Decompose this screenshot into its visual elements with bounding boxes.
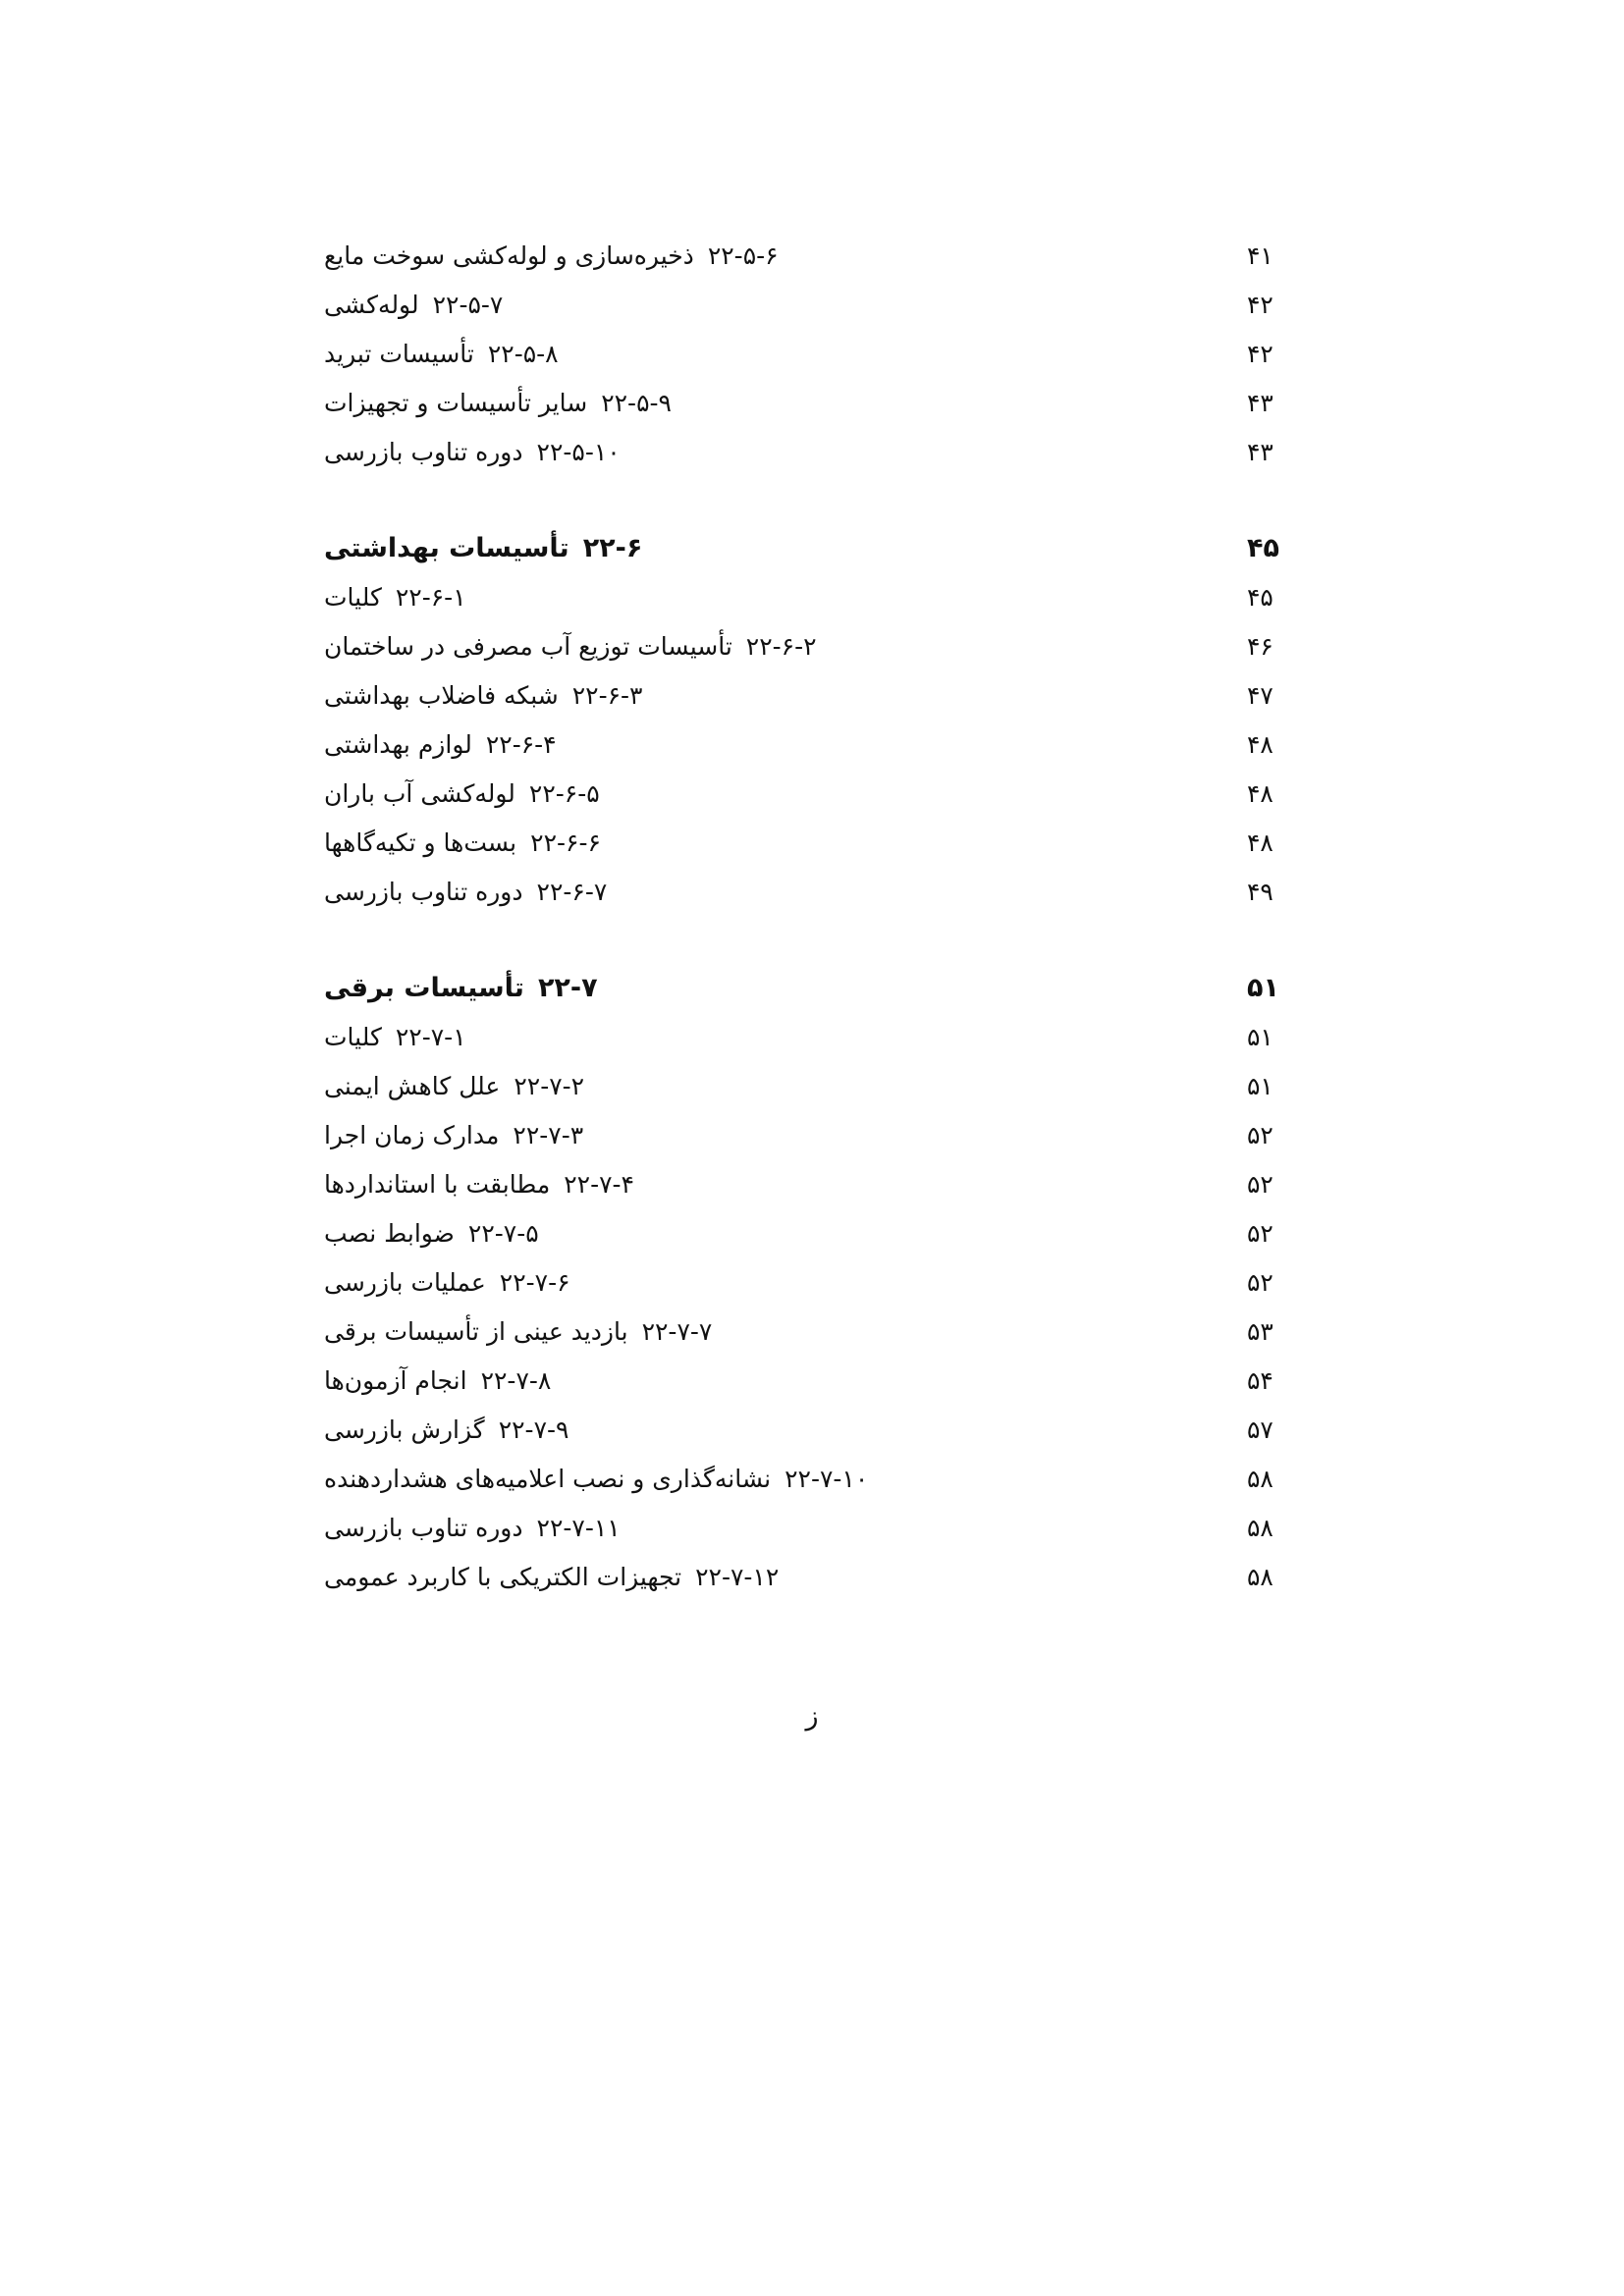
toc-entry-number: ۲۲-۵-۹ (601, 388, 672, 417)
toc-entry-title (324, 438, 621, 466)
toc-entry-text: لوله‌کشی آب باران (324, 778, 515, 808)
toc-heading-title (324, 533, 642, 563)
toc-entry (324, 378, 1306, 427)
toc-chapter-heading (324, 523, 1306, 572)
toc-entry-page: ۴۳ (1247, 437, 1273, 466)
toc-entry (324, 769, 1306, 818)
toc-entry-page: ۵۲ (1247, 1218, 1273, 1248)
toc-entry-number: ۲۲-۶-۶ (530, 828, 601, 857)
toc-entry-title (324, 1170, 634, 1199)
toc-heading-number: ۲۲-۶ (582, 532, 643, 563)
toc-entry-title (324, 1219, 539, 1248)
toc-entry-number: ۲۲-۷-۷ (641, 1316, 713, 1346)
toc-entry (324, 1110, 1306, 1159)
toc-group-5 (324, 231, 1306, 476)
toc-entry (324, 427, 1306, 476)
toc-entry-text: تأسیسات تبرید (324, 339, 474, 368)
toc-entry-text: علل کاهش ایمنی (324, 1071, 501, 1100)
toc-entry (324, 1405, 1306, 1454)
toc-entry-title (324, 1415, 568, 1444)
toc-entry-page: ۴۷ (1247, 680, 1273, 710)
toc-entry (324, 1356, 1306, 1405)
toc-entry-number: ۲۲-۵-۱۰ (536, 437, 621, 466)
toc-entry-number: ۲۲-۷-۱۱ (536, 1513, 621, 1542)
toc-entry-title (324, 632, 817, 661)
toc-entry-page: ۴۶ (1247, 631, 1273, 661)
toc-entry-number: ۲۲-۶-۱ (395, 582, 466, 612)
toc-entry-number: ۲۲-۷-۴ (564, 1169, 634, 1199)
toc-entry-title (324, 1072, 584, 1100)
toc-entry (324, 572, 1306, 621)
toc-entry-title (324, 1514, 621, 1542)
toc-entry-text: بست‌ها و تکیه‌گاهها (324, 828, 517, 857)
toc-entry-number: ۲۲-۷-۶ (499, 1267, 570, 1297)
toc-entry-page: ۴۸ (1247, 828, 1273, 857)
toc-entry (324, 1307, 1306, 1356)
toc-entry (324, 1208, 1306, 1257)
toc-entry-title (324, 1366, 551, 1395)
toc-entry-number: ۲۲-۶-۲ (745, 631, 817, 661)
toc-entry-text: لوله‌کشی (324, 290, 419, 319)
toc-entry-page: ۴۲ (1247, 339, 1273, 368)
toc-entry-text: دوره تناوب بازرسی (324, 437, 523, 466)
toc-entry-text: شبکه فاضلاب بهداشتی (324, 680, 559, 710)
toc-entry-number: ۲۲-۶-۷ (536, 877, 608, 906)
toc-entry-number: ۲۲-۶-۳ (571, 680, 643, 710)
toc-entry-text: دوره تناوب بازرسی (324, 1513, 523, 1542)
toc-entry-page: ۵۲ (1247, 1267, 1273, 1297)
toc-entry-page: ۵۷ (1247, 1415, 1273, 1444)
toc-entry (324, 818, 1306, 867)
toc-entry-text: مدارک زمان اجرا (324, 1120, 500, 1149)
toc-heading-page: ۵۱ (1247, 972, 1279, 1003)
toc-entry-title (324, 1023, 466, 1051)
toc-entry (324, 280, 1306, 329)
toc-heading-number: ۲۲-۷ (537, 972, 598, 1003)
toc-entry-page: ۴۳ (1247, 388, 1273, 417)
toc-entry-title (324, 1465, 868, 1493)
toc-entry-number: ۲۲-۷-۱۰ (785, 1464, 869, 1493)
toc-entry-text: تأسیسات توزیع آب مصرفی در ساختمان (324, 631, 732, 661)
toc-entry-title (324, 1268, 570, 1297)
toc-heading-text: تأسیسات بهداشتی (324, 532, 569, 563)
toc-entry-page: ۵۲ (1247, 1169, 1273, 1199)
toc-entry-title (324, 730, 557, 759)
toc-entry-text: لوازم بهداشتی (324, 729, 472, 759)
toc-entry-number: ۲۲-۷-۱ (395, 1022, 466, 1051)
toc-entry-page: ۴۵ (1247, 582, 1273, 612)
toc-heading-text: تأسیسات برقی (324, 972, 524, 1003)
toc-entry-text: انجام آزمون‌ها (324, 1365, 467, 1395)
toc-entry-number: ۲۲-۷-۲ (514, 1071, 585, 1100)
toc-entry-text: عملیات بازرسی (324, 1267, 486, 1297)
toc-entry (324, 1552, 1306, 1601)
toc-entry-number: ۲۲-۶-۵ (528, 778, 600, 808)
toc-entry-text: ذخیره‌سازی و لوله‌کشی سوخت مایع (324, 240, 694, 270)
toc-entry-title (324, 291, 503, 319)
toc-entry-title (324, 1121, 583, 1149)
toc-entry-number: ۲۲-۵-۶ (707, 240, 779, 270)
toc-entry-page: ۴۸ (1247, 778, 1273, 808)
toc-entry-title (324, 583, 466, 612)
toc-entry-text: دوره تناوب بازرسی (324, 877, 523, 906)
toc-entry-title (324, 340, 559, 368)
toc-entry-text: نشانه‌گذاری و نصب اعلامیه‌های هشداردهنده (324, 1464, 772, 1493)
toc-entry-page: ۵۲ (1247, 1120, 1273, 1149)
toc-heading-page: ۴۵ (1247, 532, 1279, 563)
toc-entry-title (324, 241, 779, 270)
toc-entry-title (324, 1563, 779, 1591)
toc-heading-title (324, 973, 598, 1003)
toc-entry (324, 867, 1306, 916)
toc-entry-title (324, 779, 600, 808)
toc-entry-text: کلیات (324, 582, 382, 612)
toc-entry (324, 1503, 1306, 1552)
toc-entry-page: ۴۸ (1247, 729, 1273, 759)
toc-entry-text: مطابقت با استانداردها (324, 1169, 551, 1199)
toc-entry-title (324, 389, 672, 417)
toc-chapter-heading (324, 963, 1306, 1012)
toc-entry (324, 1012, 1306, 1061)
toc-entry (324, 329, 1306, 378)
toc-entry (324, 1454, 1306, 1503)
page-folio: ز (805, 1701, 819, 1732)
toc-entry-number: ۲۲-۷-۵ (467, 1218, 539, 1248)
toc-entry-number: ۲۲-۷-۹ (498, 1415, 569, 1444)
toc-entry-page: ۵۱ (1247, 1022, 1273, 1051)
toc-entry-text: ضوابط نصب (324, 1218, 455, 1248)
toc-entry-text: کلیات (324, 1022, 382, 1051)
toc-entry-number: ۲۲-۵-۸ (487, 339, 559, 368)
toc-entry-text: سایر تأسیسات و تجهیزات (324, 388, 588, 417)
toc-entry (324, 720, 1306, 769)
toc-entry (324, 231, 1306, 280)
table-of-contents (324, 231, 1306, 1648)
toc-group-7 (324, 963, 1306, 1601)
toc-entry-text: تجهیزات الکتریکی با کاربرد عمومی (324, 1562, 682, 1591)
toc-entry (324, 1257, 1306, 1307)
toc-entry-number: ۲۲-۷-۸ (480, 1365, 552, 1395)
toc-entry-page: ۵۸ (1247, 1464, 1273, 1493)
toc-entry-page: ۴۹ (1247, 877, 1273, 906)
toc-entry-title (324, 681, 643, 710)
toc-entry-page: ۵۳ (1247, 1316, 1273, 1346)
toc-entry-page: ۵۸ (1247, 1562, 1273, 1591)
toc-entry-number: ۲۲-۷-۱۲ (695, 1562, 780, 1591)
toc-entry-text: گزارش بازرسی (324, 1415, 485, 1444)
toc-entry (324, 1159, 1306, 1208)
toc-entry-title (324, 878, 607, 906)
toc-entry-text: بازدید عینی از تأسیسات برقی (324, 1316, 628, 1346)
toc-group-6 (324, 523, 1306, 916)
toc-entry-page: ۵۸ (1247, 1513, 1273, 1542)
toc-entry (324, 621, 1306, 670)
toc-entry (324, 1061, 1306, 1110)
toc-entry-number: ۲۲-۶-۴ (485, 729, 557, 759)
toc-entry-page: ۴۲ (1247, 290, 1273, 319)
toc-entry-number: ۲۲-۷-۳ (513, 1120, 584, 1149)
toc-entry-page: ۵۱ (1247, 1071, 1273, 1100)
toc-entry-title (324, 828, 601, 857)
toc-entry-title (324, 1317, 712, 1346)
toc-entry-page: ۴۱ (1247, 240, 1273, 270)
toc-entry-number: ۲۲-۵-۷ (432, 290, 504, 319)
toc-entry (324, 670, 1306, 720)
toc-entry-page: ۵۴ (1247, 1365, 1273, 1395)
